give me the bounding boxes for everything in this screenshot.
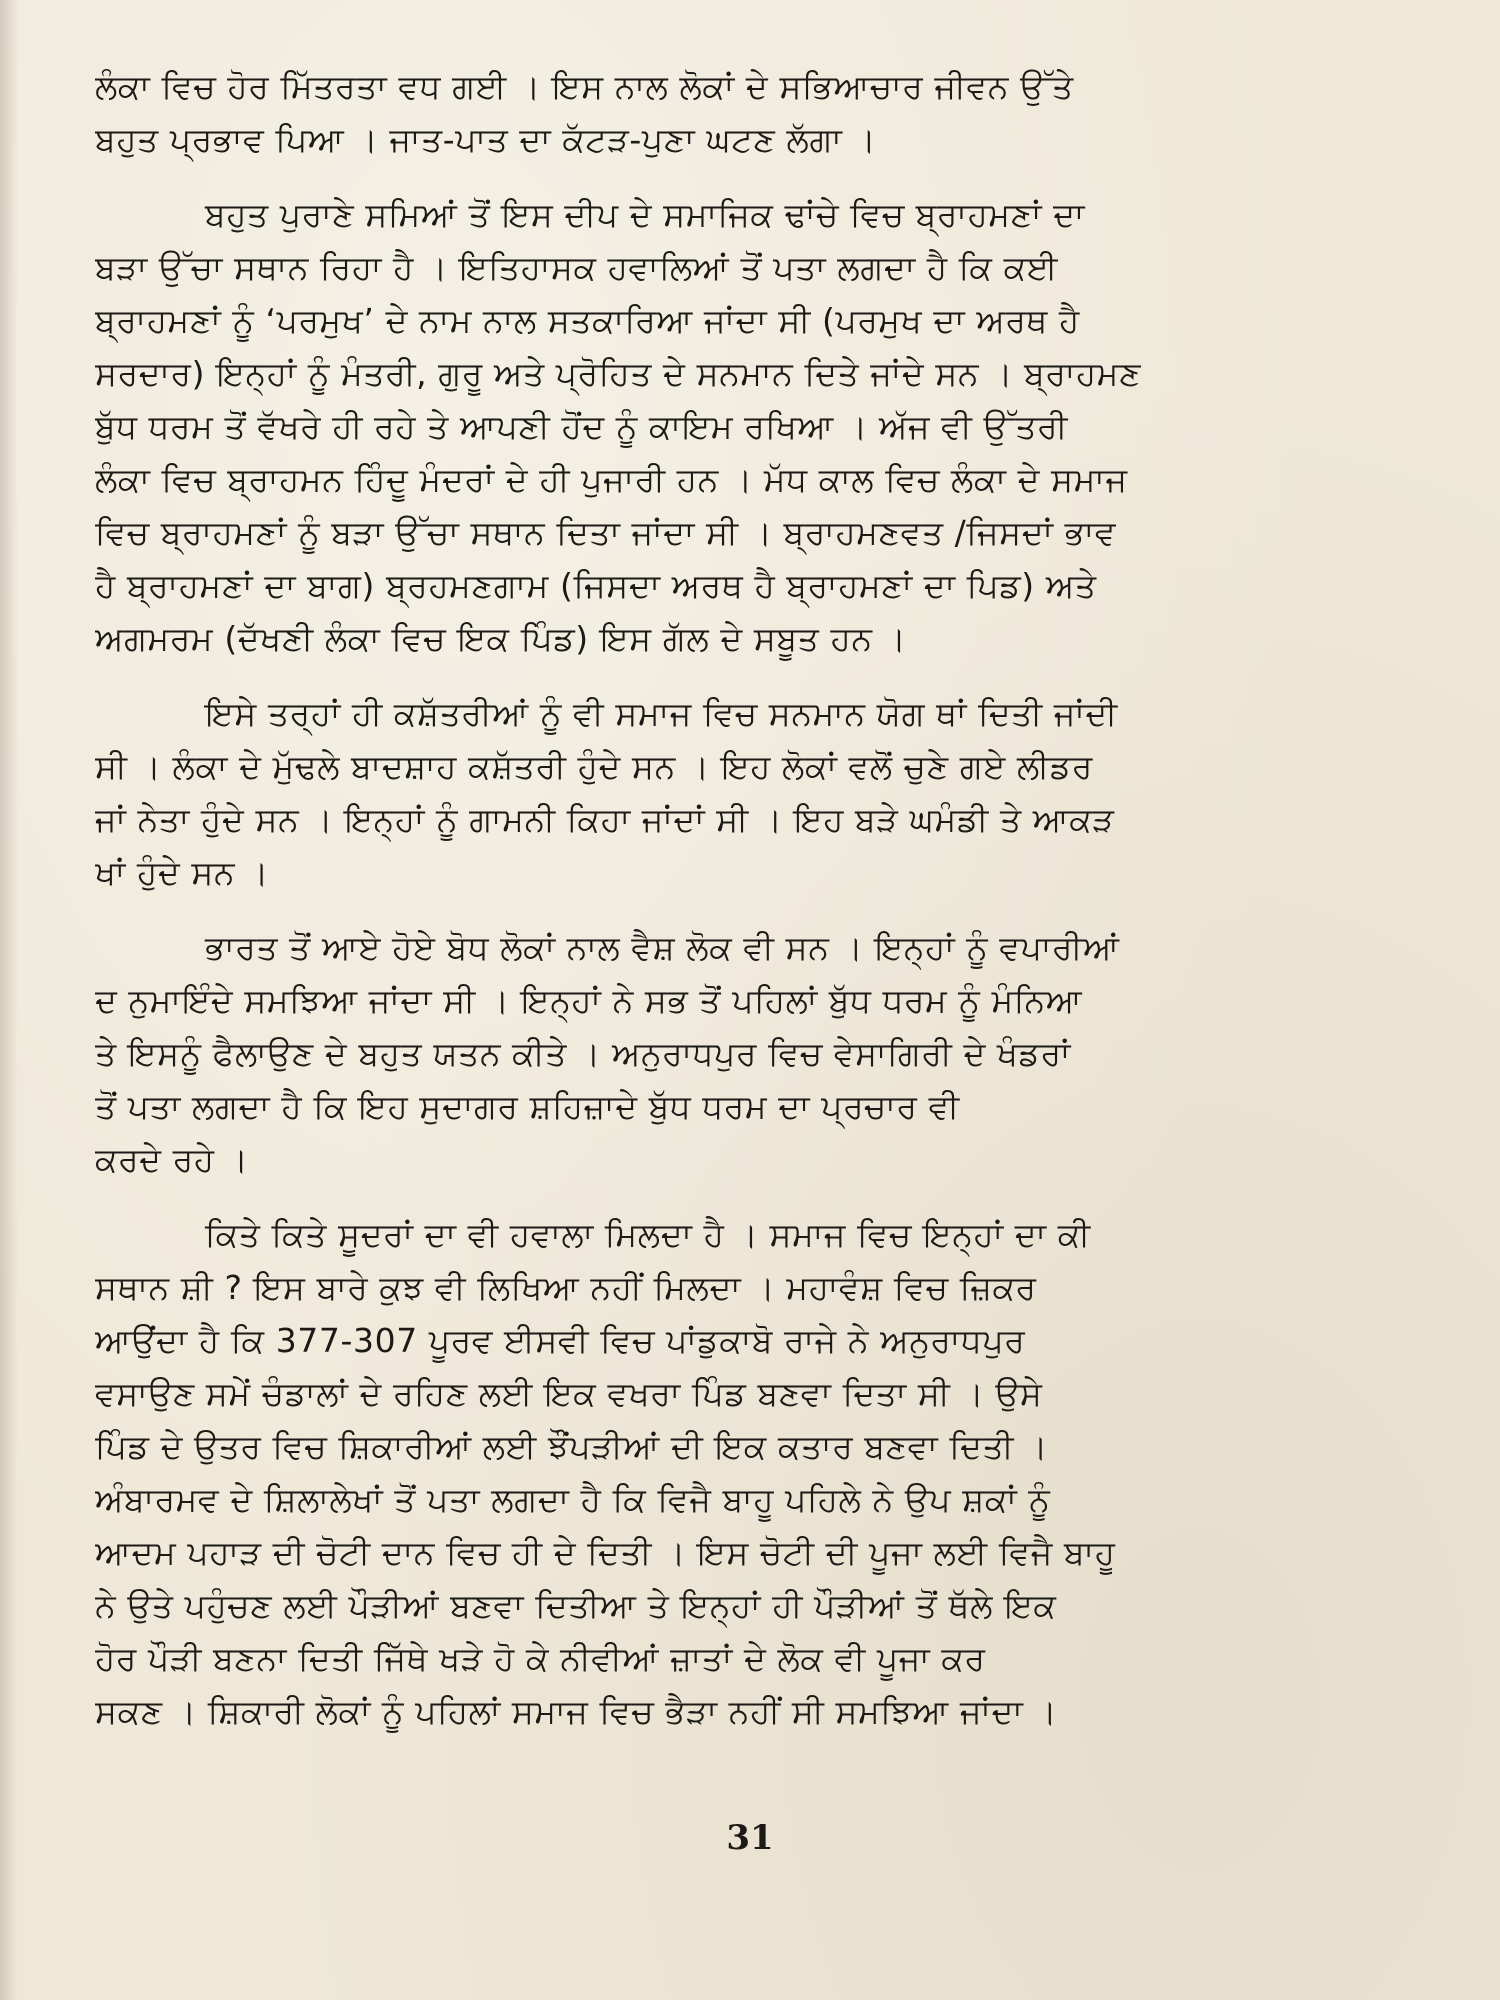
text-line: ਲੰਕਾ ਵਿਚ ਹੋਰ ਮਿੱਤਰਤਾ ਵਧ ਗਈ । ਇਸ ਨਾਲ ਲੋਕਾਂ ਦੇ ਸਭਿਆਚਾਰ ਜੀਵਨ ਉੱਤੇ <box>95 67 1074 106</box>
text-line: ਹੈ ਬ੍ਰਾਹਮਣਾਂ ਦਾ ਬਾਗ) ਬ੍ਰਹਮਣਗਾਮ (ਜਿਸਦਾ ਅਰਥ ਹੈ ਬ੍ਰਾਹਮਣਾਂ ਦਾ ਪਿਡ) ਅਤੇ <box>95 566 1097 605</box>
text-line: ਆਦਮ ਪਹਾੜ ਦੀ ਚੋਟੀ ਦਾਨ ਵਿਚ ਹੀ ਦੇ ਦਿਤੀ । ਇਸ ਚੋਟੀ ਦੀ ਪੂਜਾ ਲਈ ਵਿਜੈ ਬਾਹੂ <box>95 1533 1116 1572</box>
text-line: ਇਸੇ ਤਰ੍ਹਾਂ ਹੀ ਕਸ਼ੱਤਰੀਆਂ ਨੂੰ ਵੀ ਸਮਾਜ ਵਿਚ ਸਨਮਾਨ ਯੋਗ ਥਾਂ ਦਿਤੀ ਜਾਂਦੀ <box>205 694 1118 733</box>
text-line: ਨੇ ਉਤੇ ਪਹੁੰਚਣ ਲਈ ਪੌੜੀਆਂ ਬਣਵਾ ਦਿਤੀਆ ਤੇ ਇਨ੍ਹਾਂ ਹੀ ਪੌੜੀਆਂ ਤੋਂ ਥੱਲੇ ਇਕ <box>95 1586 1057 1625</box>
paragraph-3 <box>95 687 1440 899</box>
text-line: ਤੇ ਇਸਨੂੰ ਫੈਲਾਉਣ ਦੇ ਬਹੁਤ ਯਤਨ ਕੀਤੇ । ਅਨੁਰਾਧਪੁਰ ਵਿਚ ਵੇਸਾਗਿਰੀ ਦੇ ਖੰਡਰਾਂ <box>95 1034 1071 1073</box>
text-line: ਭਾਰਤ ਤੋਂ ਆਏ ਹੋਏ ਬੋਧ ਲੋਕਾਂ ਨਾਲ ਵੈਸ਼ ਲੋਕ ਵੀ ਸਨ । ਇਨ੍ਹਾਂ ਨੂੰ ਵਪਾਰੀਆਂ <box>205 928 1120 967</box>
paragraph-2 <box>95 188 1440 665</box>
body-text <box>95 60 1440 1760</box>
text-line: ਵਸਾਉਣ ਸਮੇਂ ਚੰਡਾਲਾਂ ਦੇ ਰਹਿਣ ਲਈ ਇਕ ਵਖਰਾ ਪਿੰਡ ਬਣਵਾ ਦਿਤਾ ਸੀ । ਉਸੇ <box>95 1374 1043 1413</box>
text-line: ਸੀ । ਲੰਕਾ ਦੇ ਮੁੱਢਲੇ ਬਾਦਸ਼ਾਹ ਕਸ਼ੱਤਰੀ ਹੁੰਦੇ ਸਨ । ਇਹ ਲੋਕਾਂ ਵਲੋਂ ਚੁਣੇ ਗਏ ਲੀਡਰ <box>95 747 1093 786</box>
paragraph-1 <box>95 60 1440 166</box>
paragraph-4 <box>95 921 1440 1186</box>
text-line: ਬਹੁਤ ਪੁਰਾਣੇ ਸਮਿਆਂ ਤੋਂ ਇਸ ਦੀਪ ਦੇ ਸਮਾਜਿਕ ਢਾਂਚੇ ਵਿਚ ਬ੍ਰਾਹਮਣਾਂ ਦਾ <box>205 195 1086 234</box>
text-line: ਤੋਂ ਪਤਾ ਲਗਦਾ ਹੈ ਕਿ ਇਹ ਸੁਦਾਗਰ ਸ਼ਹਿਜ਼ਾਦੇ ਬੁੱਧ ਧਰਮ ਦਾ ਪ੍ਰਚਾਰ ਵੀ <box>95 1087 960 1126</box>
text-line: ਬ੍ਰਾਹਮਣਾਂ ਨੂੰ ‘ਪਰਮੁਖ’ ਦੇ ਨਾਮ ਨਾਲ ਸਤਕਾਰਿਆ ਜਾਂਦਾ ਸੀ (ਪਰਮੁਖ ਦਾ ਅਰਥ ਹੈ <box>95 301 1080 340</box>
text-line: ਵਿਚ ਬ੍ਰਾਹਮਣਾਂ ਨੂੰ ਬੜਾ ਉੱਚਾ ਸਥਾਨ ਦਿਤਾ ਜਾਂਦਾ ਸੀ । ਬ੍ਰਾਹਮਣਵਤ /ਜਿਸਦਾਂ ਭਾਵ <box>95 513 1117 552</box>
text-line: ਦ ਨੁਮਾਇੰਦੇ ਸਮਝਿਆ ਜਾਂਦਾ ਸੀ । ਇਨ੍ਹਾਂ ਨੇ ਸਭ ਤੋਂ ਪਹਿਲਾਂ ਬੁੱਧ ਧਰਮ ਨੂੰ ਮੰਨਿਆ <box>95 981 1083 1020</box>
text-line: ਸਥਾਨ ਸ਼ੀ ? ਇਸ ਬਾਰੇ ਕੁਝ ਵੀ ਲਿਖਿਆ ਨਹੀਂ ਮਿਲਦਾ । ਮਹਾਵੰਸ਼ ਵਿਚ ਜ਼ਿਕਰ <box>95 1268 1037 1307</box>
text-line: ਬਹੁਤ ਪ੍ਰਭਾਵ ਪਿਆ । ਜਾਤ-ਪਾਤ ਦਾ ਕੱਟੜ-ਪੁਣਾ ਘਟਣ ਲੱਗਾ । <box>95 120 877 159</box>
text-line: ਜਾਂ ਨੇਤਾ ਹੁੰਦੇ ਸਨ । ਇਨ੍ਹਾਂ ਨੂੰ ਗਾਮਨੀ ਕਿਹਾ ਜਾਂਦਾਂ ਸੀ । ਇਹ ਬੜੇ ਘਮੰਡੀ ਤੇ ਆਕੜ <box>95 800 1115 839</box>
paragraph-5 <box>95 1208 1440 1738</box>
text-line: ਅਗਮਰਮ (ਦੱਖਣੀ ਲੰਕਾ ਵਿਚ ਇਕ ਪਿੰਡ) ਇਸ ਗੱਲ ਦੇ ਸਬੂਤ ਹਨ । <box>95 619 907 658</box>
text-line: ਸਕਣ । ਸ਼ਿਕਾਰੀ ਲੋਕਾਂ ਨੂੰ ਪਹਿਲਾਂ ਸਮਾਜ ਵਿਚ ਭੈੜਾ ਨਹੀਂ ਸੀ ਸਮਝਿਆ ਜਾਂਦਾ । <box>95 1692 1058 1731</box>
text-line: ਅੰਬਾਰਮਵ ਦੇ ਸ਼ਿਲਾਲੇਖਾਂ ਤੋਂ ਪਤਾ ਲਗਦਾ ਹੈ ਕਿ ਵਿਜੈ ਬਾਹੂ ਪਹਿਲੇ ਨੇ ਉਪ ਸ਼ਕਾਂ ਨੂੰ <box>95 1480 1051 1519</box>
text-line: ਕਿਤੇ ਕਿਤੇ ਸੂਦਰਾਂ ਦਾ ਵੀ ਹਵਾਲਾ ਮਿਲਦਾ ਹੈ । ਸਮਾਜ ਵਿਚ ਇਨ੍ਹਾਂ ਦਾ ਕੀ <box>205 1215 1091 1254</box>
text-line: ਸਰਦਾਰ) ਇਨ੍ਹਾਂ ਨੂੰ ਮੰਤਰੀ, ਗੁਰੂ ਅਤੇ ਪ੍ਰੋਹਿਤ ਦੇ ਸਨਮਾਨ ਦਿਤੇ ਜਾਂਦੇ ਸਨ । ਬ੍ਰਾਹਮਣ <box>95 354 1142 393</box>
text-line: ਬੜਾ ਉੱਚਾ ਸਥਾਨ ਰਿਹਾ ਹੈ । ਇਤਿਹਾਸਕ ਹਵਾਲਿਆਂ ਤੋਂ ਪਤਾ ਲਗਦਾ ਹੈ ਕਿ ਕਈ <box>95 248 1058 287</box>
text-line: ਪਿੰਡ ਦੇ ਉਤਰ ਵਿਚ ਸ਼ਿਕਾਰੀਆਂ ਲਈ ਝੌਂਪੜੀਆਂ ਦੀ ਇਕ ਕਤਾਰ ਬਣਵਾ ਦਿਤੀ । <box>95 1427 1049 1466</box>
text-line: ਖਾਂ ਹੁੰਦੇ ਸਨ । <box>95 853 270 892</box>
text-line: ਲੰਕਾ ਵਿਚ ਬ੍ਰਾਹਮਨ ਹਿੰਦੂ ਮੰਦਰਾਂ ਦੇ ਹੀ ਪੁਜਾਰੀ ਹਨ । ਮੱਧ ਕਾਲ ਵਿਚ ਲੰਕਾ ਦੇ ਸਮਾਜ <box>95 460 1128 499</box>
text-line: ਹੋਰ ਪੌੜੀ ਬਣਨਾ ਦਿਤੀ ਜਿੱਥੇ ਖੜੇ ਹੋ ਕੇ ਨੀਵੀਆਂ ਜ਼ਾਤਾਂ ਦੇ ਲੋਕ ਵੀ ਪੂਜਾ ਕਰ <box>95 1639 986 1678</box>
text-line: ਬੁੱਧ ਧਰਮ ਤੋਂ ਵੱਖਰੇ ਹੀ ਰਹੇ ਤੇ ਆਪਣੀ ਹੋਂਦ ਨੂੰ ਕਾਇਮ ਰਖਿਆ । ਅੱਜ ਵੀ ਉੱਤਰੀ <box>95 407 1069 446</box>
binding-shadow <box>0 0 18 2000</box>
text-line: ਕਰਦੇ ਰਹੇ । <box>95 1140 249 1179</box>
text-line: ਆਉਂਦਾ ਹੈ ਕਿ 377-307 ਪੂਰਵ ਈਸਵੀ ਵਿਚ ਪਾਂਡੁਕਾਬੋ ਰਾਜੇ ਨੇ ਅਨੁਰਾਧਪੁਰ <box>95 1321 1026 1360</box>
page-number: 31 <box>726 1818 774 1858</box>
